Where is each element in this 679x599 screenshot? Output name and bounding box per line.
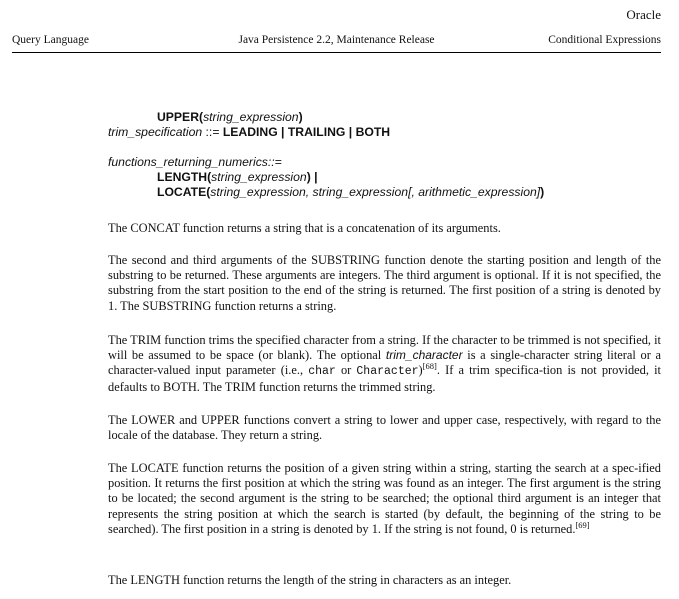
footnote-ref[interactable]: [68] bbox=[422, 361, 437, 372]
grammar-locate bbox=[108, 185, 544, 200]
grammar-block-numerics bbox=[108, 155, 544, 200]
paragraph-locate bbox=[108, 461, 661, 537]
grammar-arg: string_expression, string_expression[, arithmetic_expression] bbox=[210, 185, 541, 199]
grammar-operator: ::= bbox=[202, 125, 223, 139]
grammar-keyword: LEADING | TRAILING | BOTH bbox=[222, 125, 391, 139]
grammar-arg: string_expression bbox=[203, 110, 299, 124]
grammar-keyword: LENGTH( bbox=[157, 170, 212, 184]
brand-label: Oracle bbox=[626, 7, 661, 22]
paragraph-length: The LENGTH function returns the length of the string in characters as an integer. bbox=[108, 573, 512, 587]
paragraph-lower-upper: The LOWER and UPPER functions convert a string to lower and upper case, respectively, with regard to the locale of the database. They return a string. bbox=[108, 413, 661, 443]
grammar-length bbox=[108, 170, 544, 185]
grammar-arg: string_expression bbox=[211, 170, 307, 184]
grammar-keyword: ) bbox=[540, 185, 545, 199]
grammar-keyword: UPPER( bbox=[157, 110, 204, 124]
text-run: The LOCATE function returns the position of a given string within a string, starting the search at a spec-ified position. It returns the first position at which the string was found as an integer. The first argument is the string to be located; the second argument is the string to be searched; the optional third argument is an integer that represents the string position at which the search is started (by default, the beginning of the string to be searched). The first position in a string is denoted by 1. If the string is not found, 0 is returned. bbox=[108, 461, 661, 536]
header-section: Query Language bbox=[12, 34, 89, 46]
inline-code: Character bbox=[356, 365, 419, 379]
text-run: is a single-character string literal or a character-valued input parameter (i.e., bbox=[108, 348, 661, 378]
paragraph-substring: The second and third arguments of the SUBSTRING function denote the starting position and length of the substring to be returned. These arguments are integers. The third argument is optional. If it is not specified, the substring from the start position to the end of the string is returned. The first position of a string is denoted by 1. The SUBSTRING function returns a string. bbox=[108, 253, 661, 313]
grammar-nonterminal: trim_specification bbox=[108, 125, 203, 139]
paragraph-trim bbox=[108, 333, 661, 395]
inline-code: char bbox=[308, 365, 336, 379]
header-title: Java Persistence 2.2, Maintenance Release bbox=[238, 34, 435, 46]
footnote-ref[interactable]: [69] bbox=[575, 519, 590, 530]
text-run: or bbox=[335, 363, 357, 378]
grammar-block-upper bbox=[108, 110, 390, 140]
grammar-keyword: LOCATE( bbox=[157, 185, 211, 199]
paragraph-concat: The CONCAT function returns a string that is a concatenation of its arguments. bbox=[108, 221, 501, 235]
text-run: The TRIM function trims the specified character from a string. If the character to be trimmed is not specified, it will be assumed to be space (or blank). The optional bbox=[108, 333, 661, 363]
grammar-trim-spec bbox=[108, 125, 390, 140]
grammar-upper bbox=[108, 110, 390, 125]
running-header bbox=[12, 34, 661, 53]
header-subsection: Conditional Expressions bbox=[548, 34, 661, 46]
grammar-keyword: ) bbox=[298, 110, 303, 124]
grammar-nonterminal: functions_returning_numerics::= bbox=[108, 155, 282, 169]
grammar-keyword: ) | bbox=[306, 170, 318, 184]
inline-term: trim_character bbox=[385, 348, 463, 363]
text-run: . If a trim specifica-tion is not provided, it defaults to BOTH. The TRIM function returns the trimmed string. bbox=[108, 363, 661, 394]
text-run: ) bbox=[418, 363, 423, 378]
